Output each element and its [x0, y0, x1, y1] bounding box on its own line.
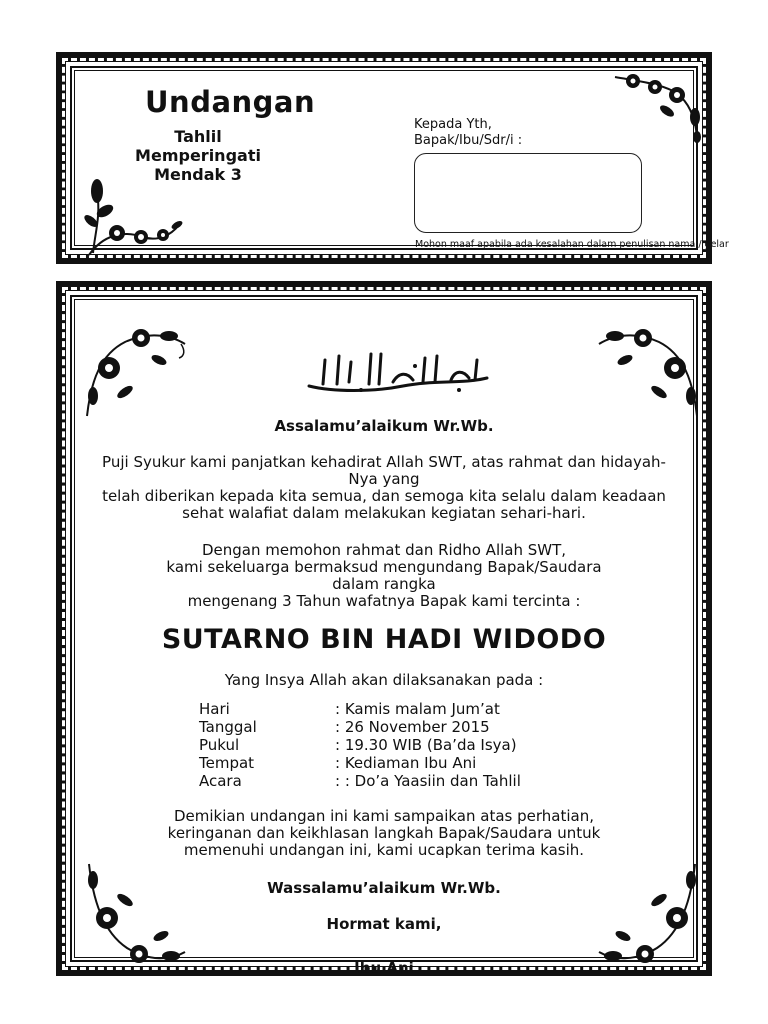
detail-label: Pukul — [199, 736, 240, 754]
recipient-line: Bapak/Ibu/Sdr/i : — [414, 133, 523, 148]
paragraph-line: Nya yang — [348, 470, 420, 488]
paragraph-invitation — [75, 542, 693, 610]
signer-name: Ibu Ani — [354, 959, 414, 977]
farewell: Wassalamu’alaikum Wr.Wb. — [267, 879, 501, 897]
recipient-label — [414, 117, 522, 149]
subtitle-line: Mendak 3 — [154, 165, 242, 184]
letter-inner — [74, 299, 694, 977]
paragraph-closing — [75, 808, 693, 859]
detail-label: Tempat — [199, 754, 255, 772]
card-subtitle — [113, 127, 283, 184]
detail-value: : Kamis malam Jum’at — [335, 700, 500, 718]
paragraph-line: Dengan memohon rahmat dan Ridho Allah SWT, — [201, 541, 567, 559]
subtitle-line: Tahlil — [174, 127, 222, 146]
paragraph-gratitude — [75, 454, 693, 522]
paragraph-line: kami sekeluarga bermaksud mengundang Bapak/Saudara — [166, 558, 602, 576]
card-title: Undangan — [145, 85, 316, 119]
detail-value: : 19.30 WIB (Ba’da Isya) — [335, 736, 517, 754]
deceased-name: SUTARNO BIN HADI WIDODO — [161, 624, 607, 655]
floral-ornament-icon — [611, 71, 711, 143]
detail-value: : : Do’a Yaasiin dan Tahlil — [335, 772, 521, 790]
detail-value: : 26 November 2015 — [335, 718, 490, 736]
event-intro: Yang Insya Allah akan dilaksanakan pada : — [224, 671, 544, 689]
paragraph-line: sehat walafiat dalam melakukan kegiatan sehari-hari. — [182, 504, 586, 522]
apology-note: Mohon maaf apabila ada kesalahan dalam penulisan nama / gelar — [415, 239, 729, 250]
detail-label: Hari — [199, 700, 230, 718]
invitation-card — [56, 52, 729, 264]
paragraph-line: Demikian undangan ini kami sampaikan atas perhatian, — [174, 807, 594, 825]
recipient-address-box — [414, 153, 642, 233]
subtitle-line: Memperingati — [135, 146, 261, 165]
paragraph-line: dalam rangka — [332, 575, 436, 593]
floral-ornament-icon — [595, 320, 703, 420]
invitation-letter — [56, 281, 712, 976]
regards: Hormat kami, — [326, 915, 442, 933]
detail-label: Tanggal — [199, 718, 257, 736]
paragraph-line: memenuhi undangan ini, kami ucapkan terima kasih. — [183, 841, 585, 859]
floral-ornament-icon — [81, 320, 189, 420]
paragraph-line: keringanan dan keikhlasan langkah Bapak/Saudara untuk — [167, 824, 601, 842]
greeting: Assalamu’alaikum Wr.Wb. — [274, 417, 494, 435]
recipient-line: Kepada Yth, — [414, 117, 492, 132]
paragraph-line: Puji Syukur kami panjatkan kehadirat Allah SWT, atas rahmat dan hidayah- — [102, 453, 666, 471]
floral-ornament-icon — [83, 175, 183, 259]
detail-value: : Kediaman Ibu Ani — [335, 754, 477, 772]
paragraph-line: telah diberikan kepada kita semua, dan semoga kita selalu dalam keadaan — [102, 487, 666, 505]
detail-label: Acara — [199, 772, 242, 790]
card-inner — [74, 70, 729, 250]
bismillah-calligraphy-icon — [303, 346, 493, 396]
paragraph-line: mengenang 3 Tahun wafatnya Bapak kami tercinta : — [187, 592, 581, 610]
